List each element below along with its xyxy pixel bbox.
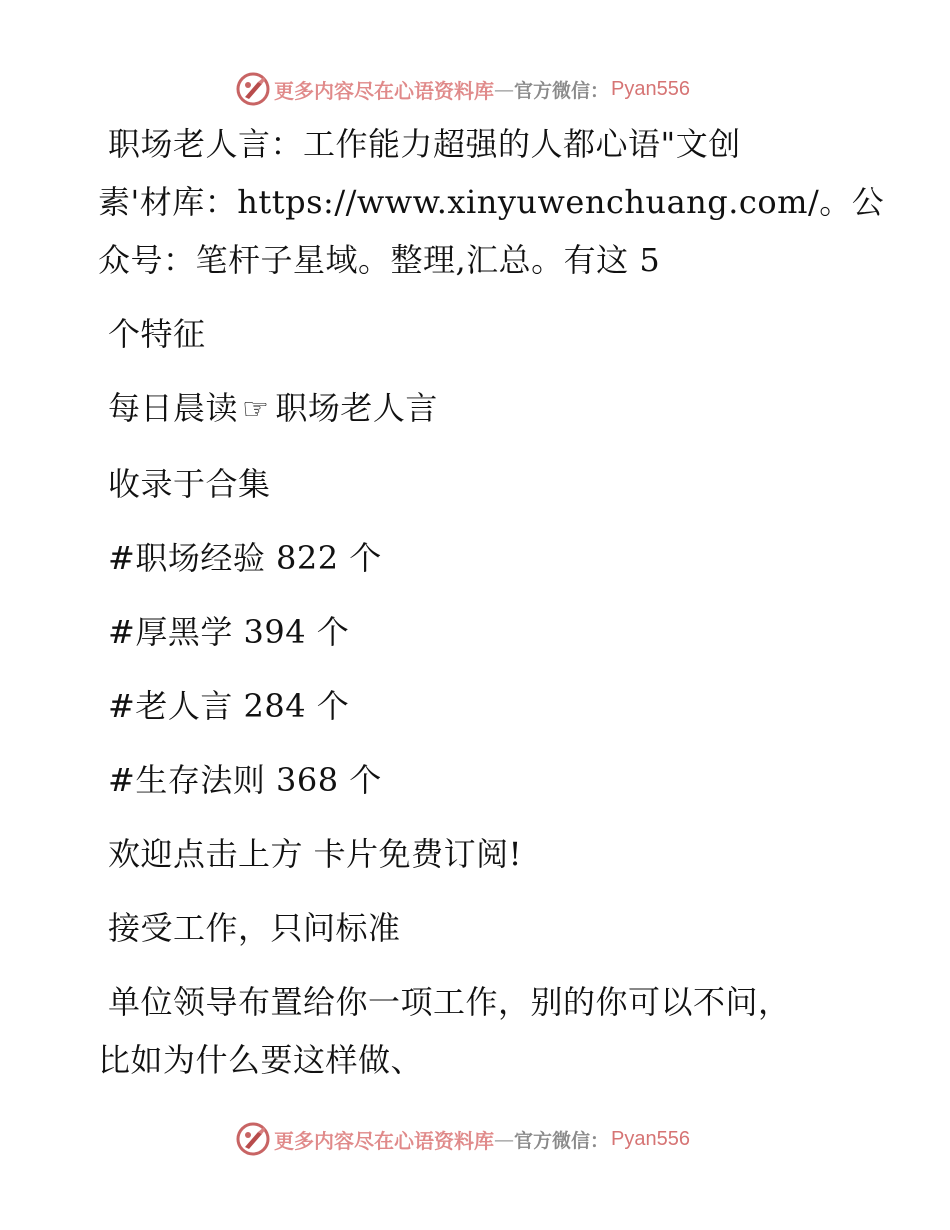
hashtag-elder-sayings[interactable]: #老人言 284 个 xyxy=(108,687,350,725)
watermark-wechat-id: Pyan556 xyxy=(611,1127,690,1150)
paragraph-body xyxy=(98,980,858,1082)
text-line: 比如为什么要这样做、 xyxy=(98,1041,424,1079)
paragraph-collection-label: 收录于合集 xyxy=(108,465,271,503)
watermark-wechat-label: 官方微信： xyxy=(514,1129,610,1152)
watermark-main-text: 更多内容尽在心语资料库 xyxy=(274,78,494,103)
watermark-main-text: 更多内容尽在心语资料库 xyxy=(274,1128,494,1153)
watermark-wechat-label: 官方微信： xyxy=(514,79,610,102)
paragraph-intro xyxy=(98,122,885,282)
text-line: 职场老人言：工作能力超强的人都心语"文创 xyxy=(108,125,741,163)
hashtag-thick-black[interactable]: #厚黑学 394 个 xyxy=(108,613,350,651)
section-heading: 接受工作，只问标准 xyxy=(108,909,401,947)
text-line: 众号：笔杆子星域。整理,汇总。有这 5 xyxy=(98,241,661,279)
hashtag-workplace-experience[interactable]: #职场经验 822 个 xyxy=(108,539,382,577)
text-span: 每日晨读 xyxy=(108,389,239,427)
footer-watermark xyxy=(236,1122,690,1156)
quill-logo-icon xyxy=(236,72,270,106)
paragraph-subscribe: 欢迎点击上方 卡片免费订阅! xyxy=(108,835,523,873)
text-span: 职场老人言 xyxy=(275,389,438,427)
watermark-dash: — xyxy=(494,77,514,101)
pointing-hand-icon: ☞ xyxy=(242,392,270,427)
watermark-dash: — xyxy=(494,1127,514,1151)
watermark-wechat-id: Pyan556 xyxy=(611,77,690,100)
text-line: 单位领导布置给你一项工作，别的你可以不问， xyxy=(108,983,791,1021)
paragraph-morning-reading xyxy=(98,386,858,432)
quill-logo-icon xyxy=(236,1122,270,1156)
document-body xyxy=(98,122,885,1082)
paragraph-features: 个特征 xyxy=(108,315,206,353)
text-line: 素'材库：https://www.xinyuwenchuang.com/。公 xyxy=(98,183,885,221)
header-watermark xyxy=(236,72,690,106)
hashtag-survival-rules[interactable]: #生存法则 368 个 xyxy=(108,761,382,799)
